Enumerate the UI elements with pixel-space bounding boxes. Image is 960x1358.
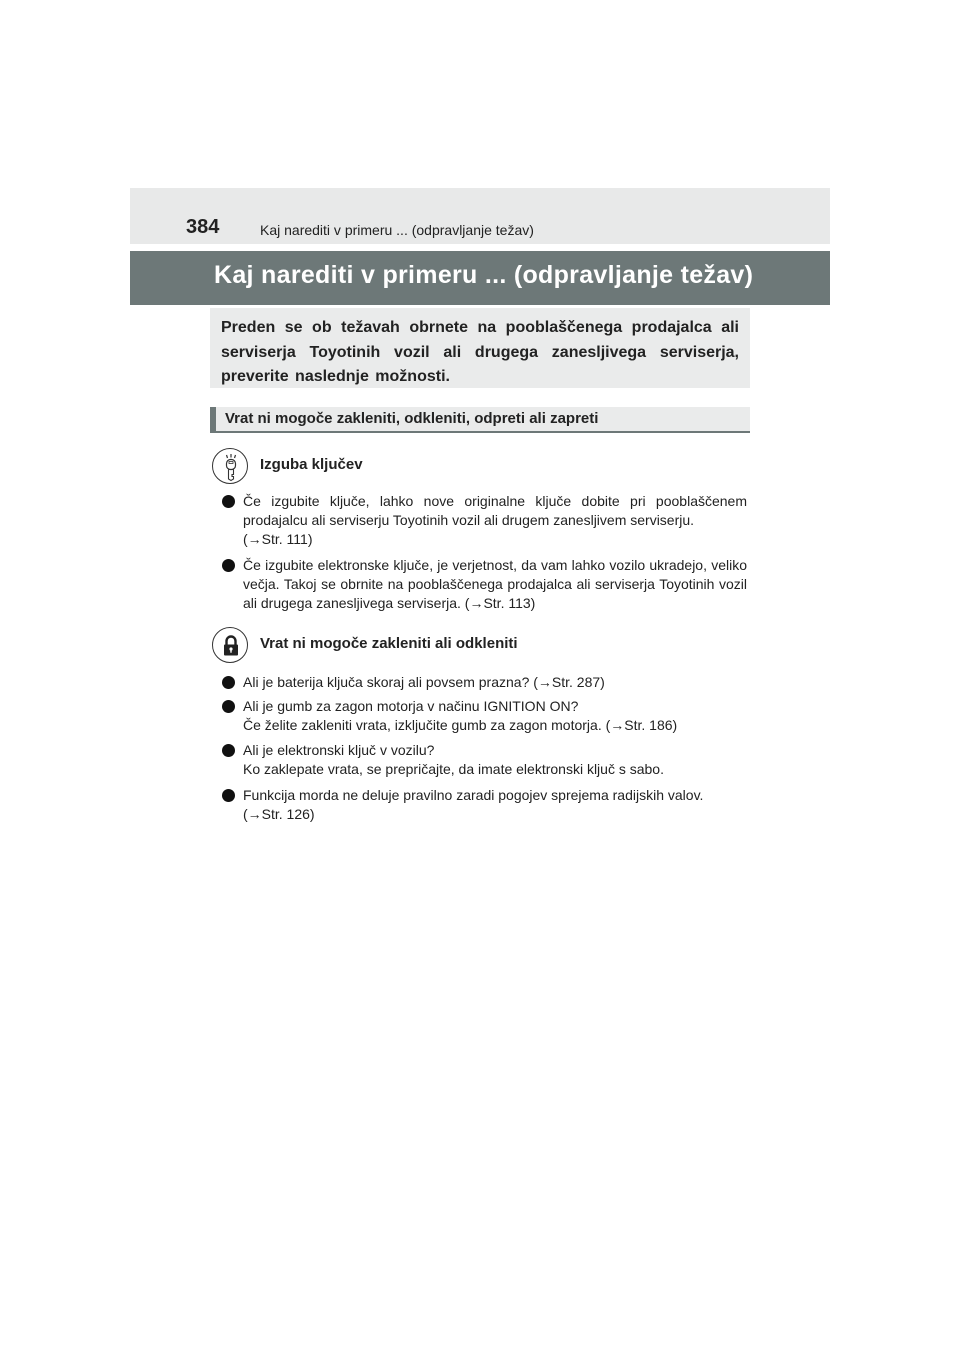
list-item (222, 786, 747, 824)
bullet-icon (222, 495, 235, 508)
list-item (222, 697, 747, 735)
cannot-lock-title: Vrat ni mogoče zakleniti ali odkleniti (260, 635, 518, 652)
list-item-text: Če izgubite ključe, lahko nove originalne ključe dobite pri pooblaščenem prodajalcu ali serviserju Toyotinih vozil ali drugem zanesljivem serviserju. (243, 493, 747, 528)
list-item (222, 741, 747, 779)
intro-text: Preden se ob težavah obrnete na pooblaščenega prodajalca ali serviserja Toyotinih vozil ali drugega zanesljivega serviserja, preverite naslednje možnosti. (221, 319, 739, 385)
list-item-text: Ali je gumb za zagon motorja v načinu IGNITION ON? (243, 698, 579, 714)
intro-box (210, 308, 750, 388)
list-item-text: Ko zaklepate vrata, se prepričajte, da imate elektronski ključ s sabo. (243, 761, 664, 777)
list-item-text: Ali je elektronski ključ v vozilu? (243, 742, 435, 758)
list-item (222, 492, 747, 549)
list-item (222, 556, 747, 613)
bullet-icon (222, 744, 235, 757)
page-number: 384 (186, 216, 220, 238)
page-reference: (→Str. 126) (243, 806, 315, 822)
list-item-text: Ali je baterija ključa skoraj ali povsem prazna? (→Str. 287) (243, 674, 605, 690)
chapter-title: Kaj narediti v primeru ... (odpravljanje težav) (214, 261, 754, 289)
bullet-icon (222, 559, 235, 572)
running-title: Kaj narediti v primeru ... (odpravljanje težav) (260, 222, 534, 238)
lock-icon (212, 627, 248, 663)
key-icon (212, 448, 248, 484)
bullet-icon (222, 789, 235, 802)
list-item (222, 673, 747, 692)
bullet-icon (222, 676, 235, 689)
page-reference: (→Str. 111) (243, 531, 313, 547)
lost-keys-title: Izguba ključev (260, 456, 363, 473)
list-item-text: Če izgubite elektronske ključe, je verjetnost, da vam lahko vozilo ukradejo, veliko večja. Takoj se obrnite na pooblaščenega prodajalca ali serviserja Toyotinih vozil ali drugega zanesljivega serviserja. (→Str. 113) (243, 557, 747, 611)
section-heading: Vrat ni mogoče zakleniti, odkleniti, odpreti ali zapreti (210, 407, 750, 433)
list-item-text: Če želite zakleniti vrata, izključite gumb za zagon motorja. (→Str. 186) (243, 717, 678, 733)
list-item-text: Funkcija morda ne deluje pravilno zaradi pogojev sprejema radijskih valov. (243, 787, 704, 803)
bullet-icon (222, 700, 235, 713)
